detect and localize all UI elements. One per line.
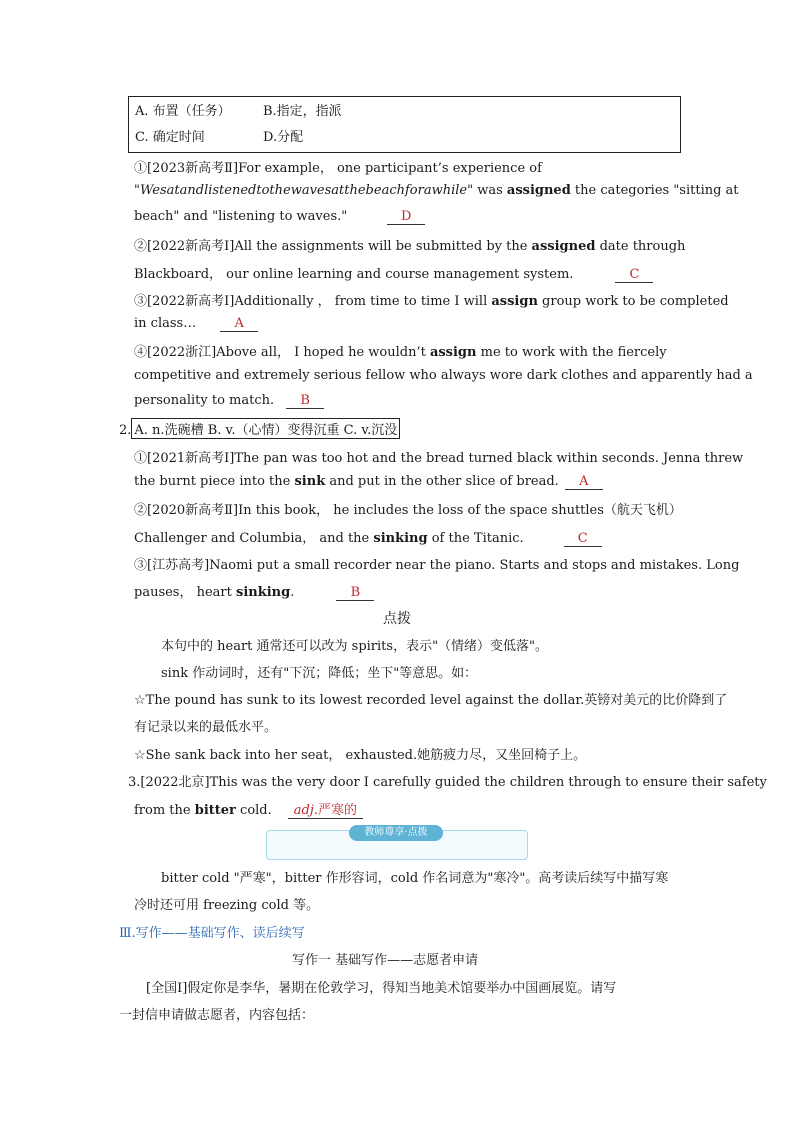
tip-example-1-line2: 有记录以来的最低水平。 [134,720,278,735]
q1-item1-bold: assigned [506,183,571,198]
tip-heading: 点拨 [383,611,411,627]
q3-pre: from the [134,803,195,818]
q2-item3-line2 [134,581,374,601]
q2-item2-post: of the Titanic. [427,531,524,546]
q2-options: A. n.洗碗槽 B. v.（心情）变得沉重 C. v.沉没 [131,418,400,439]
option-a: A. 布置（任务） [135,104,231,119]
teacher-tip-line2: 冷时还可用 freezing cold 等。 [134,898,320,913]
q1-item3-text2: in class… [134,316,197,331]
q1-item3-line2 [134,316,258,332]
q1-item2-line1 [134,235,685,254]
q3-bold: bitter [194,803,236,818]
q2-item3-pre: pauses， heart [134,585,237,600]
q1-item2-post: date through [595,239,686,254]
options-box [128,96,681,153]
q1-item2-bold: assigned [531,239,596,254]
q2-item3-line1: ③[江苏高考]Naomi put a small recorder near the piano. Starts and stops and mistakes. Long [134,558,740,573]
q2-item2-bold: sinking [373,531,428,546]
q3-line2 [134,799,363,819]
q1-item2-line2 [134,263,653,283]
q1-item4-post: me to work with the fiercely [476,345,667,360]
q2-item1-answer: A [565,474,603,490]
q1-item1-post: the categories "sitting at [570,183,739,198]
q3-line1: 3.[2022北京]This was the very door I carefully guided the children through to ensure their safety [128,775,767,790]
option-d: D.分配 [263,130,304,145]
q1-item1-answer: D [387,209,425,225]
q1-item4-line3 [134,393,324,409]
tip-example-1-line1: ☆The pound has sunk to its lowest recorded level against the dollar.英镑对美元的比价降到了 [134,693,728,708]
q1-item4-answer: B [286,393,324,409]
q2-header [119,418,400,439]
q2-item2-pre: Challenger and Columbia， and the [134,531,374,546]
q3-post: cold. [235,803,272,818]
q1-item1-italic: "Wesatandlistenedtothewavesatthebeachforawhile" [134,183,474,198]
q2-item3-answer: B [336,585,374,601]
q1-item1-mid: was [473,183,507,198]
q1-item4-line2: competitive and extremely serious fellow who always wore dark clothes and apparently had a [134,368,753,383]
q1-item2-answer: C [615,267,653,283]
q1-item1-line3 [134,209,425,225]
q1-item4-pre: ④[2022浙江]Above all， I hoped he wouldn’t [134,345,430,360]
q2-item3-post: . [290,585,295,600]
tip-paragraph-2: sink 作动词时，还有"下沉；降低；坐下"等意思。如： [161,666,478,681]
q2-number: 2. [119,423,132,438]
q2-item2-answer: C [564,531,602,547]
q3-answer [288,799,363,819]
q1-item1-line1: ①[2023新高考Ⅱ]For example， one participant’s experience of [134,161,542,176]
q1-item1-line2 [134,183,739,198]
q1-item2-text2: Blackboard， our online learning and course management system. [134,267,574,282]
teacher-tip-badge: 教师尊享·点拨 [349,825,443,841]
section-paragraph-line1: [全国Ⅰ]假定你是李华，暑期在伦敦学习，得知当地美术馆要举办中国画展览。请写 [146,981,617,996]
q3-answer-cn: 严寒的 [318,803,358,818]
teacher-tip-line1: bitter cold "严寒"，bitter 作形容词，cold 作名词意为"寒冷"。高考读后续写中描写寒 [161,871,669,886]
section-title: Ⅲ.写作——基础写作、读后续写 [119,926,305,941]
q1-item1-text3: beach" and "listening to waves." [134,209,348,224]
option-c: C. 确定时间 [135,130,205,145]
q2-item1-bold: sink [294,474,326,489]
q2-item2-line1: ②[2020新高考Ⅱ]In this book， he includes the loss of the space shuttles（航天飞机） [134,503,682,518]
q2-item1-line1: ①[2021新高考Ⅰ]The pan was too hot and the bread turned black within seconds. Jenna threw [134,451,744,466]
q2-item2-line2 [134,527,602,547]
q1-item3-line1 [134,290,729,309]
q1-item3-post: group work to be completed [537,294,729,309]
q1-item4-bold: assign [429,345,477,360]
q1-item3-pre: ③[2022新高考Ⅰ]Additionally ， from time to time I will [134,294,492,309]
q3-answer-pos: adj. [293,803,319,818]
q1-item4-text3: personality to match. [134,393,275,408]
tip-example-2: ☆She sank back into her seat， exhausted.她筋疲力尽，又坐回椅子上。 [134,748,587,763]
q2-item3-bold: sinking [236,585,291,600]
q1-item3-bold: assign [491,294,538,309]
option-b: B.指定，指派 [263,104,342,119]
tip-paragraph-1: 本句中的 heart 通常还可以改为 spirits，表示"（情绪）变低落"。 [161,639,549,654]
q1-item4-line1 [134,341,667,360]
q2-item1-post: and put in the other slice of bread. [325,474,559,489]
section-subtitle: 写作一 基础写作——志愿者申请 [292,953,479,968]
section-paragraph-line2: 一封信申请做志愿者，内容包括： [119,1008,315,1023]
q2-item1-line2 [134,474,603,490]
q2-item1-pre: the burnt piece into the [134,474,295,489]
teacher-tip-banner [266,827,528,860]
q1-item2-pre: ②[2022新高考Ⅰ]All the assignments will be submitted by the [134,239,532,254]
q1-item3-answer: A [220,316,258,332]
